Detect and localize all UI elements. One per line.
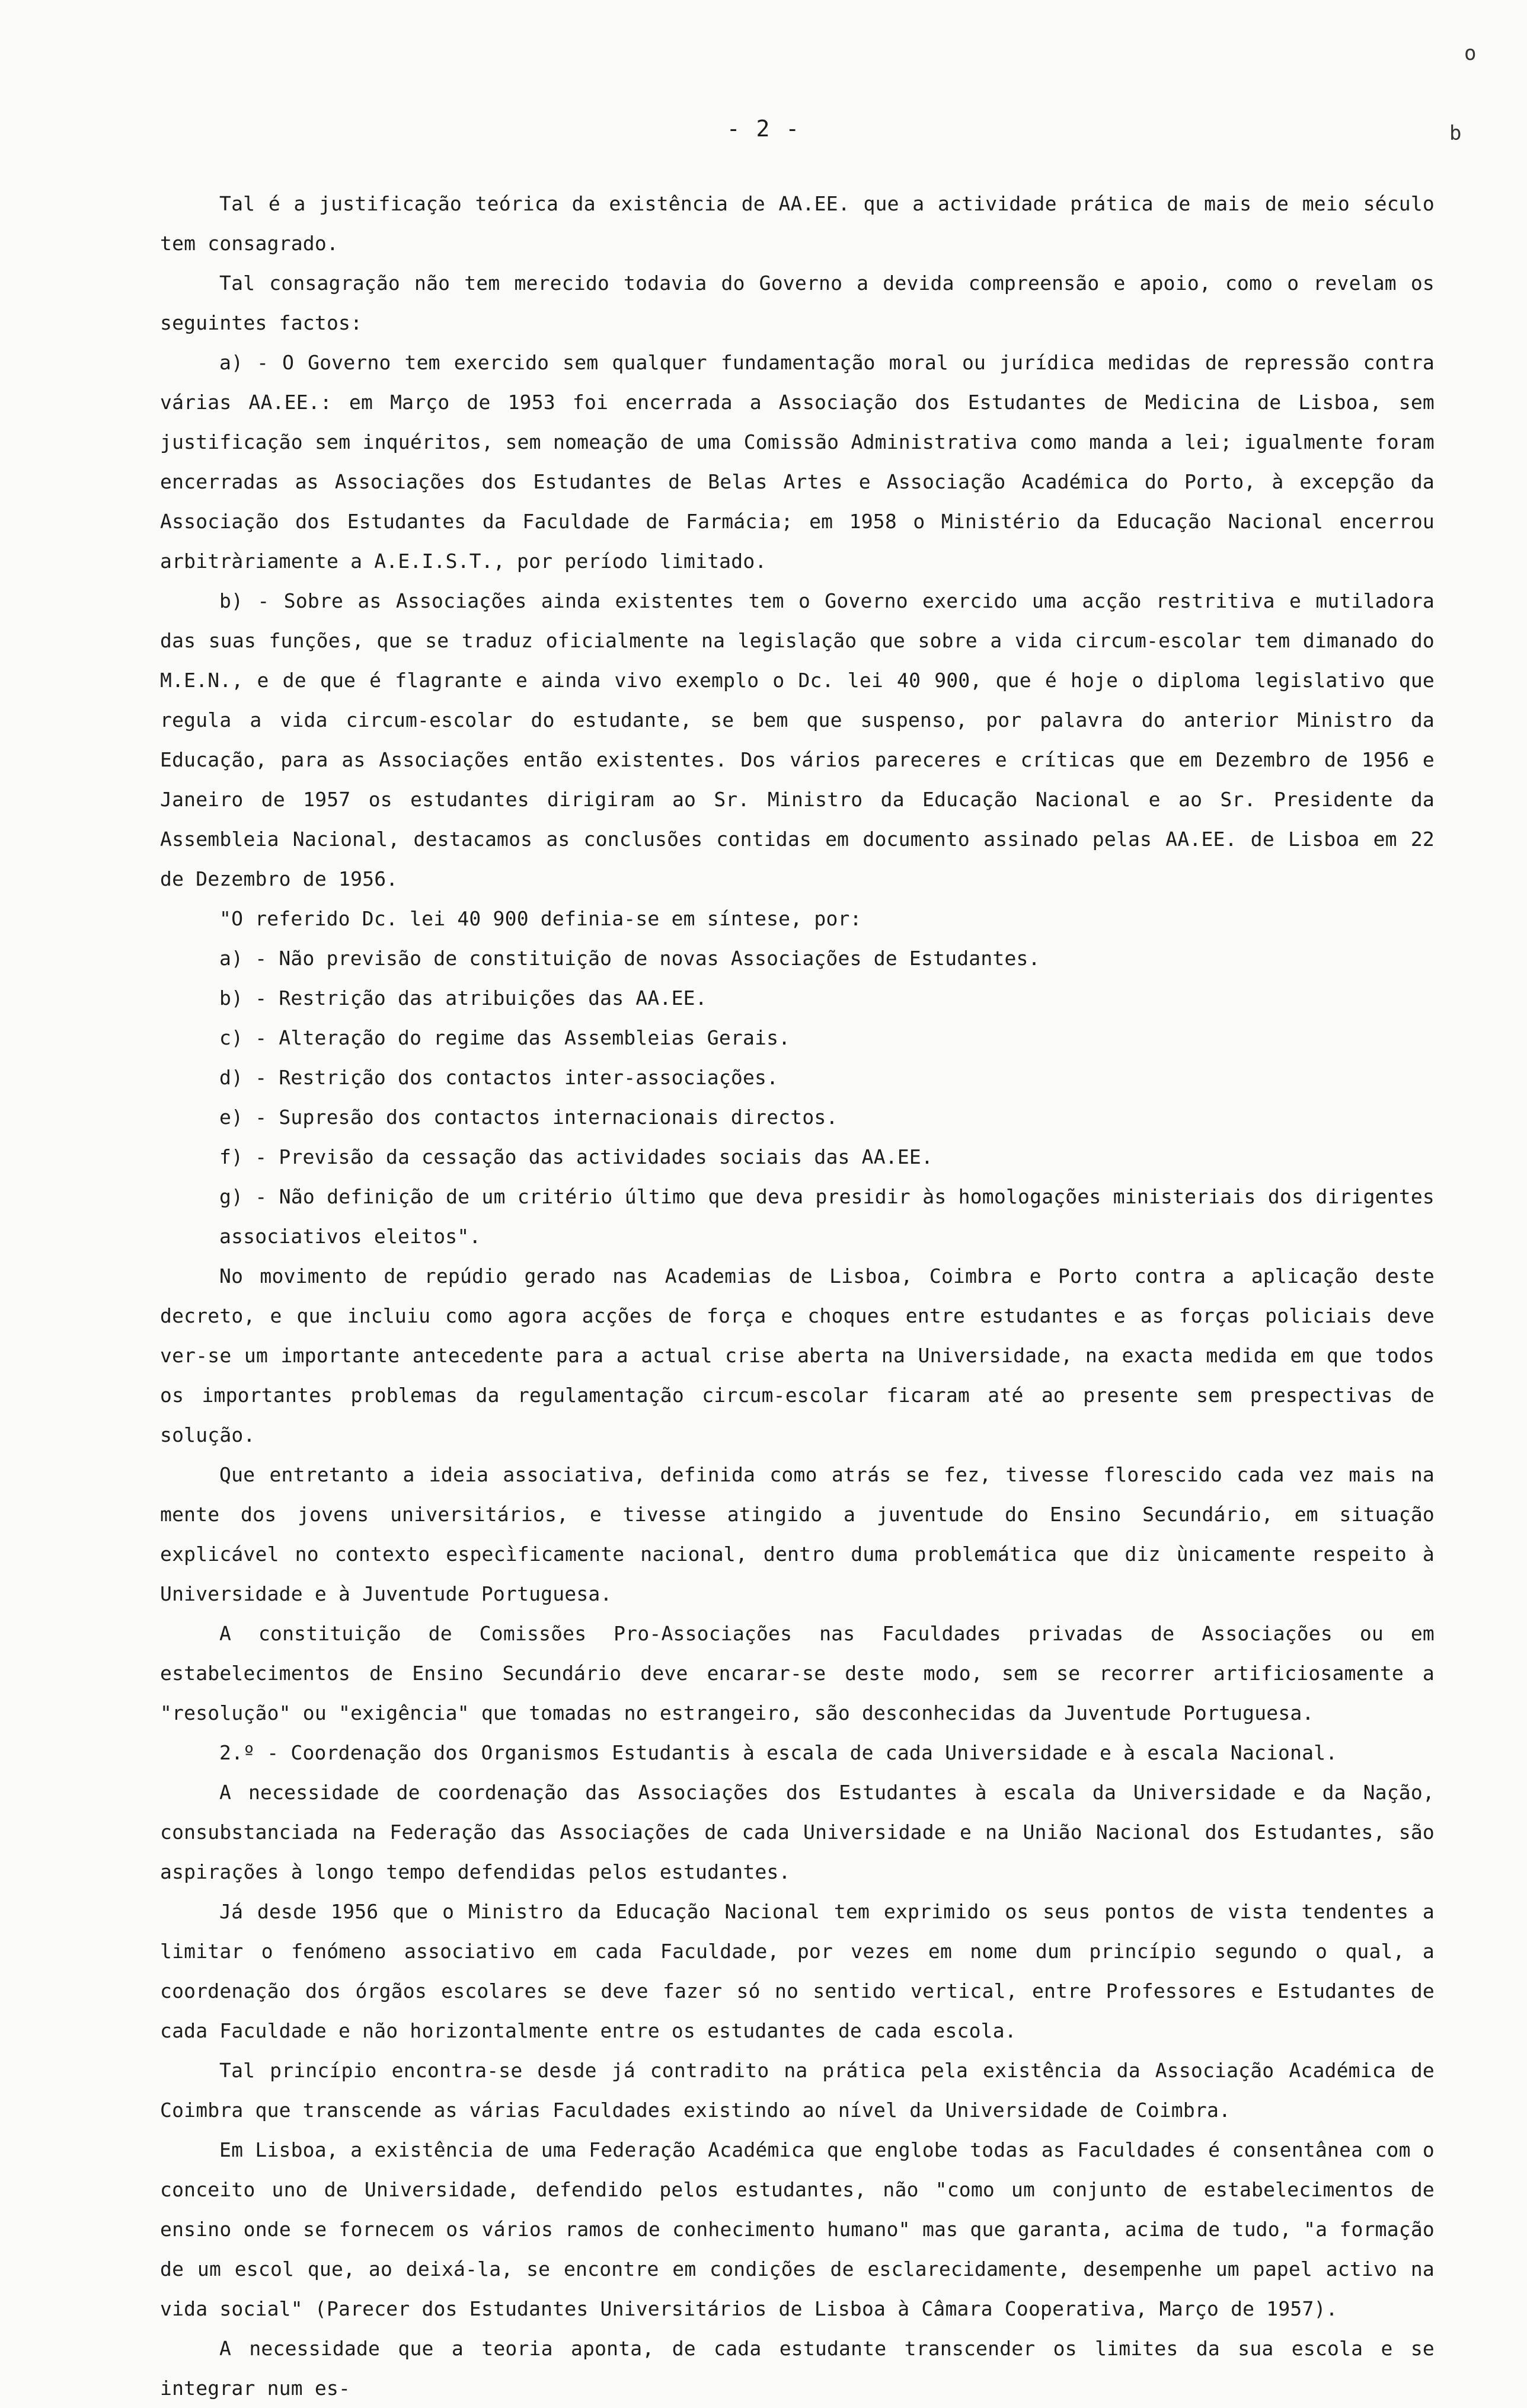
corner-mark-top: o xyxy=(1464,41,1477,65)
section-heading: 2.º - Coordenação dos Organismos Estudantis à escala de cada Universidade e à escala Nacional. xyxy=(219,1741,1338,1764)
list-item: d) - Restrição dos contactos inter-associações. xyxy=(219,1066,779,1089)
paragraph: Tal é a justificação teórica da existência de AA.EE. que a actividade prática de mais de meio século tem consagrado. xyxy=(160,192,1435,255)
paragraph: Tal consagração não tem merecido todavia do Governo a devida compreensão e apoio, como o revelam os seguintes factos: xyxy=(160,272,1435,334)
paragraph-item-a: a) - O Governo tem exercido sem qualquer fundamentação moral ou jurídica medidas de repressão contra várias AA.EE.: em Março de 1953 foi encerrada a Associação dos Estudantes de Medicina de Lisboa, sem justificação sem inquéritos, sem nomeação de uma Comissão Administrativa como manda a lei; igualmente foram encerradas as Associações dos Estudantes de Belas Artes e Associação Académica do Porto, à excepção da Associação dos Estudantes da Faculdade de Farmácia; em 1958 o Ministério da Educação Nacional encerrou arbitràriamente a A.E.I.S.T., por período limitado. xyxy=(160,351,1435,573)
corner-mark-right: b xyxy=(1449,122,1462,145)
list-item: c) - Alteração do regime das Assembleias Gerais. xyxy=(219,1026,791,1049)
list-item: a) - Não previsão de constituição de novas Associações de Estudantes. xyxy=(219,947,1040,970)
paragraph: A necessidade que a teoria aponta, de cada estudante transcender os limites da sua escola e se integrar num es- xyxy=(160,2337,1435,2400)
paragraph: A necessidade de coordenação das Associações dos Estudantes à escala da Universidade e da Nação, consubstanciada na Federação das Associações de cada Universidade e na União Nacional dos Estudantes, são aspirações à longo tempo defendidas pelos estudantes. xyxy=(160,1781,1435,1883)
paragraph: A constituição de Comissões Pro-Associações nas Faculdades privadas de Associações ou em estabelecimentos de Ensino Secundário deve encarar-se deste modo, sem se recorrer artificiosamente a "resolução" ou "exigência" que tomadas no estrangeiro, são desconhecidas da Juventude Portuguesa. xyxy=(160,1622,1435,1724)
paragraph: Em Lisboa, a existência de uma Federação Académica que englobe todas as Faculdades é consentânea com o conceito uno de Universidade, defendido pelos estudantes, não "como um conjunto de estabelecimentos de ensino onde se fornecem os vários ramos de conhecimento humano" mas que garanta, acima de tudo, "a formação de um escol que, ao deixá-la, se encontre em condições de esclarecidamente, desempenhe um papel activo na vida social" (Parecer dos Estudantes Universitários de Lisboa à Câmara Cooperativa, Março de 1957). xyxy=(160,2138,1435,2320)
list-item: g) - Não definição de um critério último que deva presidir às homologações ministeriais dos dirigentes associativos eleitos". xyxy=(219,1185,1435,1248)
list-item: e) - Supresão dos contactos internacionais directos. xyxy=(219,1106,838,1129)
list-item: f) - Previsão da cessação das actividades sociais das AA.EE. xyxy=(219,1145,934,1168)
quote-intro: "O referido Dc. lei 40 900 definia-se em síntese, por: xyxy=(219,907,862,930)
list-item: b) - Restrição das atribuições das AA.EE. xyxy=(219,986,707,1010)
paragraph: Tal princípio encontra-se desde já contradito na prática pela existência da Associação Académica de Coimbra que transcende as várias Faculdades existindo ao nível da Universidade de Coimbra. xyxy=(160,2059,1435,2122)
paragraph-item-b: b) - Sobre as Associações ainda existentes tem o Governo exercido uma acção restritiva e mutiladora das suas funções, que se traduz oficialmente na legislação que sobre a vida circum-escolar tem dimanado do M.E.N., e de que é flagrante e ainda vivo exemplo o Dc. lei 40 900, que é hoje o diploma legislativo que regula a vida circum-escolar do estudante, se bem que suspenso, por palavra do anterior Ministro da Educação, para as Associações então existentes. Dos vários pareceres e críticas que em Dezembro de 1956 e Janeiro de 1957 os estudantes dirigiram ao Sr. Ministro da Educação Nacional e ao Sr. Presidente da Assembleia Nacional, destacamos as conclusões contidas em documento assinado pelas AA.EE. de Lisboa em 22 de Dezembro de 1956. xyxy=(160,589,1435,890)
body-text xyxy=(160,184,1435,2408)
paragraph: Já desde 1956 que o Ministro da Educação Nacional tem exprimido os seus pontos de vista tendentes a limitar o fenómeno associativo em cada Faculdade, por vezes em nome dum princípio segundo o qual, a coordenação dos órgãos escolares se deve fazer só no sentido vertical, entre Professores e Estudantes de cada Faculdade e não horizontalmente entre os estudantes de cada escola. xyxy=(160,1900,1435,2042)
page-number: - 2 - xyxy=(726,116,801,142)
paragraph: Que entretanto a ideia associativa, definida como atrás se fez, tivesse florescido cada vez mais na mente dos jovens universitários, e tivesse atingido a juventude do Ensino Secundário, em situação explicável no contexto especìficamente nacional, dentro duma problemática que diz ùnicamente respeito à Universidade e à Juventude Portuguesa. xyxy=(160,1463,1435,1605)
paragraph: No movimento de repúdio gerado nas Academias de Lisboa, Coimbra e Porto contra a aplicação deste decreto, e que incluiu como agora acções de força e choques entre estudantes e as forças policiais deve ver-se um importante antecedente para a actual crise aberta na Universidade, na exacta medida em que todos os importantes problemas da regulamentação circum-escolar ficaram até ao presente sem prespectivas de solução. xyxy=(160,1264,1435,1446)
